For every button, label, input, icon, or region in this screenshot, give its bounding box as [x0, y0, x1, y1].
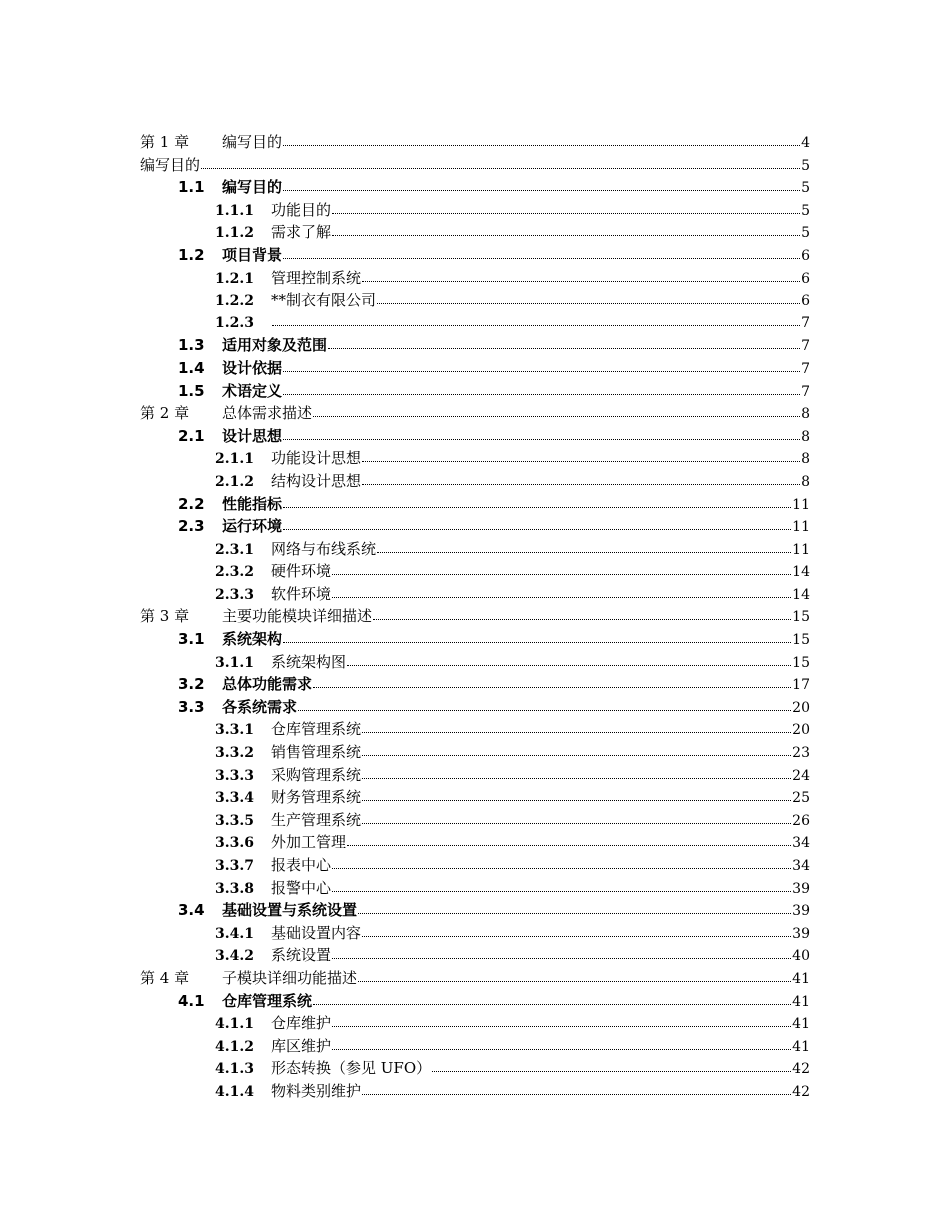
toc-entry-number: 4.1.2: [215, 1038, 254, 1055]
toc-entry-page: 7: [801, 383, 810, 400]
toc-entry-title: 总体需求描述: [222, 404, 313, 423]
toc-entry-title: 基础设置内容: [271, 923, 362, 942]
dot-leader: [332, 879, 791, 893]
dot-leader: [362, 924, 791, 938]
toc-entry[interactable]: [140, 1080, 810, 1103]
dot-leader: [432, 1059, 791, 1073]
toc-entry-page: 14: [792, 564, 810, 581]
toc-entry-number: 3.4.1: [215, 925, 254, 942]
toc-entry-number: 第 4 章: [140, 968, 190, 987]
dot-leader: [283, 382, 800, 396]
toc-entry-number: 2.3.3: [215, 586, 254, 603]
toc-entry[interactable]: [140, 402, 810, 425]
toc-entry-page: 17: [792, 677, 810, 694]
toc-entry-page: 6: [801, 293, 810, 310]
dot-leader: [332, 201, 800, 215]
toc-entry[interactable]: [140, 628, 810, 651]
toc-entry-number: 第 3 章: [140, 607, 190, 626]
toc-entry[interactable]: [140, 944, 810, 967]
toc-entry-number: 2.3: [178, 517, 205, 536]
toc-entry-number: 3.4: [178, 901, 205, 920]
dot-leader: [347, 833, 791, 847]
toc-entry[interactable]: [140, 673, 810, 696]
toc-entry-number: 1.4: [178, 358, 205, 377]
toc-entry-number: 3.3.8: [215, 880, 254, 897]
toc-entry-page: 6: [801, 270, 810, 287]
dot-leader: [362, 788, 791, 802]
toc-entry-title: 编写目的: [140, 155, 201, 174]
toc-entry-title: 财务管理系统: [271, 788, 362, 807]
toc-entry[interactable]: [140, 493, 810, 516]
toc-entry[interactable]: [140, 809, 810, 832]
dot-leader: [332, 1037, 791, 1051]
toc-entry[interactable]: [140, 922, 810, 945]
toc-entry-page: 41: [792, 1016, 810, 1033]
toc-entry-number: 1.2: [178, 245, 205, 264]
toc-entry-page: 24: [792, 767, 810, 784]
toc-entry-page: 41: [792, 1038, 810, 1055]
dot-leader: [313, 675, 791, 689]
toc-entry-title: 生产管理系统: [271, 810, 362, 829]
toc-entry[interactable]: [140, 470, 810, 493]
toc-entry-page: 39: [792, 925, 810, 942]
dot-leader: [362, 449, 800, 463]
toc-entry-number: 2.3.2: [215, 564, 254, 581]
toc-entry-title: 性能指标: [222, 494, 283, 513]
toc-entry-number: 4.1.4: [215, 1083, 254, 1100]
toc-entry-number: 3.4.2: [215, 948, 254, 965]
toc-entry-title: 各系统需求: [222, 697, 298, 716]
dot-leader: [377, 291, 800, 305]
toc-entry-page: 7: [801, 338, 810, 355]
toc-entry-title: 主要功能模块详细描述: [222, 607, 373, 626]
toc-entry-number: 3.3.1: [215, 722, 254, 739]
toc-entry[interactable]: [140, 560, 810, 583]
toc-entry-number: 3.1: [178, 630, 205, 649]
toc-entry-number: 2.3.1: [215, 541, 254, 558]
toc-entry-number: 3.3.6: [215, 835, 254, 852]
toc-entry-title: 仓库管理系统: [271, 720, 362, 739]
dot-leader: [283, 517, 791, 531]
toc-entry-number: 3.3: [178, 697, 205, 716]
toc-entry-title: 销售管理系统: [271, 743, 362, 762]
toc-entry[interactable]: [140, 538, 810, 561]
toc-entry[interactable]: [140, 289, 810, 312]
toc-entry[interactable]: [140, 176, 810, 199]
toc-entry-page: 25: [792, 790, 810, 807]
toc-entry[interactable]: [140, 267, 810, 290]
toc-entry[interactable]: [140, 380, 810, 403]
toc-entry[interactable]: [140, 425, 810, 448]
toc-entry-page: 15: [792, 609, 810, 626]
toc-entry[interactable]: [140, 515, 810, 538]
toc-entry-page: 20: [792, 699, 810, 716]
toc-entry-number: 1.1: [178, 178, 205, 197]
dot-leader: [362, 472, 800, 486]
dot-leader: [332, 562, 791, 576]
dot-leader: [283, 178, 800, 192]
dot-leader: [283, 630, 791, 644]
toc-entry[interactable]: [140, 1035, 810, 1058]
toc-entry[interactable]: [140, 221, 810, 244]
toc-entry-page: 5: [801, 225, 810, 242]
toc-entry-page: 40: [792, 948, 810, 965]
toc-entry-page: 6: [801, 247, 810, 264]
dot-leader: [332, 223, 800, 237]
dot-leader: [283, 427, 800, 441]
toc-entry-number: 4.1.3: [215, 1061, 254, 1078]
toc-entry[interactable]: [140, 605, 810, 628]
toc-entry-title: 报警中心: [271, 878, 332, 897]
toc-entry[interactable]: [140, 1012, 810, 1035]
dot-leader: [362, 766, 791, 780]
toc-entry[interactable]: [140, 967, 810, 990]
toc-entry[interactable]: [140, 334, 810, 357]
dot-leader: [362, 1082, 791, 1096]
toc-entry-page: 8: [801, 428, 810, 445]
toc-entry-number: 3.1.1: [215, 654, 254, 671]
toc-entry[interactable]: [140, 199, 810, 222]
toc-entry[interactable]: [140, 357, 810, 380]
dot-leader: [347, 653, 791, 667]
toc-entry-page: 8: [801, 406, 810, 423]
toc-entry[interactable]: [140, 447, 810, 470]
toc-entry-page: 11: [792, 519, 810, 536]
toc-entry-title: 网络与布线系统: [271, 539, 377, 558]
toc-entry-page: 34: [792, 858, 810, 874]
toc-entry-number: 1.3: [178, 336, 205, 355]
toc-entry-page: 20: [792, 722, 810, 739]
toc-entry[interactable]: [140, 583, 810, 606]
toc-entry[interactable]: [140, 718, 810, 741]
toc-entry-page: 5: [801, 180, 810, 197]
toc-entry-number: 3.3.3: [215, 767, 254, 784]
toc-entry-number: 4.1: [178, 991, 205, 1010]
dot-leader: [377, 540, 791, 554]
toc-entry-number: 1.5: [178, 381, 205, 400]
dot-leader: [283, 133, 800, 147]
toc-entry-title: 系统架构: [222, 630, 283, 649]
dot-leader: [313, 992, 791, 1006]
toc-entry-page: 14: [792, 586, 810, 603]
toc-entry-page: 42: [792, 1061, 810, 1078]
toc-entry-title: 编写目的: [222, 178, 283, 197]
toc-entry[interactable]: [140, 1057, 810, 1080]
toc-entry[interactable]: [140, 154, 810, 177]
dot-leader: [373, 607, 791, 621]
toc-entry-number: 3.2: [178, 675, 205, 694]
toc-entry[interactable]: [140, 696, 810, 719]
toc-entry-page: 41: [792, 970, 810, 987]
toc-entry-number: 1.1.1: [215, 202, 254, 219]
toc-entry-title: 软件环境: [271, 584, 332, 603]
toc-entry-title: 采购管理系统: [271, 765, 362, 784]
toc-entry-title: 编写目的: [222, 133, 283, 151]
toc-entry-title: 仓库维护: [271, 1014, 332, 1033]
toc-entry-page: 15: [792, 632, 810, 649]
dot-leader: [201, 156, 800, 170]
toc-entry-page: 5: [801, 157, 810, 174]
dot-leader: [362, 269, 800, 283]
toc-entry-page: 42: [792, 1083, 810, 1100]
dot-leader: [362, 811, 791, 825]
toc-entry-number: 1.2.1: [215, 270, 254, 287]
toc-entry-page: 8: [801, 451, 810, 468]
dot-leader: [283, 246, 800, 260]
dot-leader: [332, 856, 791, 870]
toc-entry-page: 26: [792, 812, 810, 829]
toc-entry-title: 形态转换（参见 UFO）: [271, 1059, 432, 1078]
toc-entry-title: 硬件环境: [271, 562, 332, 581]
toc-entry-number: 3.3.7: [215, 858, 254, 874]
toc-entry-title: 总体功能需求: [222, 675, 313, 694]
toc-entry-title: 外加工管理: [271, 833, 347, 852]
toc-entry-title: 库区维护: [271, 1036, 332, 1055]
toc-entry-number: 1.2.3: [215, 314, 254, 331]
toc-entry-number: 1.2.2: [215, 293, 254, 310]
toc-entry[interactable]: [140, 741, 810, 764]
toc-entry-page: 7: [801, 314, 810, 331]
toc-entry[interactable]: [140, 854, 810, 877]
toc-entry-number: 2.1.2: [215, 473, 254, 490]
toc-entry-number: 3.3.5: [215, 812, 254, 829]
toc-entry-number: 第 2 章: [140, 404, 190, 423]
toc-entry-page: 23: [792, 745, 810, 762]
dot-leader: [362, 720, 791, 734]
toc-entry-title: 设计思想: [222, 426, 283, 445]
toc-entry-title: 系统架构图: [271, 652, 347, 671]
toc-entry-title: 项目背景: [222, 245, 283, 264]
toc-entry-title: 结构设计思想: [271, 471, 362, 490]
toc-entry-page: 5: [801, 202, 810, 219]
toc-entry[interactable]: [140, 831, 810, 854]
toc-entry-page: 11: [792, 496, 810, 513]
toc-entry[interactable]: [140, 899, 810, 922]
toc-entry[interactable]: [140, 244, 810, 267]
toc-entry-page: 41: [792, 993, 810, 1010]
toc-entry-number: 2.1.1: [215, 451, 254, 468]
toc-entry-page: 7: [801, 360, 810, 377]
toc-entry-page: 39: [792, 880, 810, 897]
dot-leader: [272, 313, 800, 327]
toc-entry-number: 2.1: [178, 426, 205, 445]
toc-entry[interactable]: [140, 786, 810, 809]
toc-entry-title: **制衣有限公司: [271, 291, 377, 310]
toc-entry-page: 39: [792, 903, 810, 920]
toc-entry-title: 需求了解: [271, 223, 332, 242]
dot-leader: [332, 946, 791, 960]
toc-entry-title: 功能设计思想: [271, 449, 362, 468]
toc-entry-title: 系统设置: [271, 946, 332, 965]
toc-entry-title: 报表中心: [271, 856, 332, 874]
dot-leader: [298, 698, 791, 712]
dot-leader: [358, 969, 791, 983]
toc-entry-number: 3.3.4: [215, 790, 254, 807]
toc-entry-title: 基础设置与系统设置: [222, 901, 358, 920]
toc-entry-title: 术语定义: [222, 381, 283, 400]
toc-entry-page: 34: [792, 835, 810, 852]
toc-entry-title: 子模块详细功能描述: [222, 968, 358, 987]
toc-entry-title: 适用对象及范围: [222, 336, 328, 355]
dot-leader: [283, 359, 800, 373]
toc-entry-title: 设计依据: [222, 358, 283, 377]
toc-entry[interactable]: [140, 764, 810, 787]
toc-entry[interactable]: [140, 990, 810, 1013]
toc-entry-page: 15: [792, 654, 810, 671]
dot-leader: [358, 901, 791, 915]
toc-entry-page: 8: [801, 473, 810, 490]
dot-leader: [283, 495, 791, 509]
dot-leader: [332, 1014, 791, 1028]
toc-entry-number: 1.1.2: [215, 225, 254, 242]
toc-entry-title: 管理控制系统: [271, 268, 362, 287]
toc-entry-title: 仓库管理系统: [222, 991, 313, 1010]
dot-leader: [328, 336, 800, 350]
toc-entry[interactable]: [140, 312, 810, 335]
toc-entry-page: 11: [792, 541, 810, 558]
toc-entry-page: 4: [801, 135, 810, 151]
toc-entry-number: 第 1 章: [140, 133, 190, 151]
table-of-contents: [140, 131, 810, 1103]
toc-entry[interactable]: [140, 651, 810, 674]
toc-entry-number: 2.2: [178, 494, 205, 513]
toc-entry-title: 功能目的: [271, 200, 332, 219]
toc-entry[interactable]: [140, 877, 810, 900]
dot-leader: [313, 404, 800, 418]
dot-leader: [332, 585, 791, 599]
toc-entry[interactable]: [140, 131, 810, 154]
toc-entry-title: 运行环境: [222, 517, 283, 536]
toc-entry-number: 3.3.2: [215, 745, 254, 762]
dot-leader: [362, 743, 791, 757]
toc-entry-number: 4.1.1: [215, 1016, 254, 1033]
toc-entry-title: 物料类别维护: [271, 1081, 362, 1100]
